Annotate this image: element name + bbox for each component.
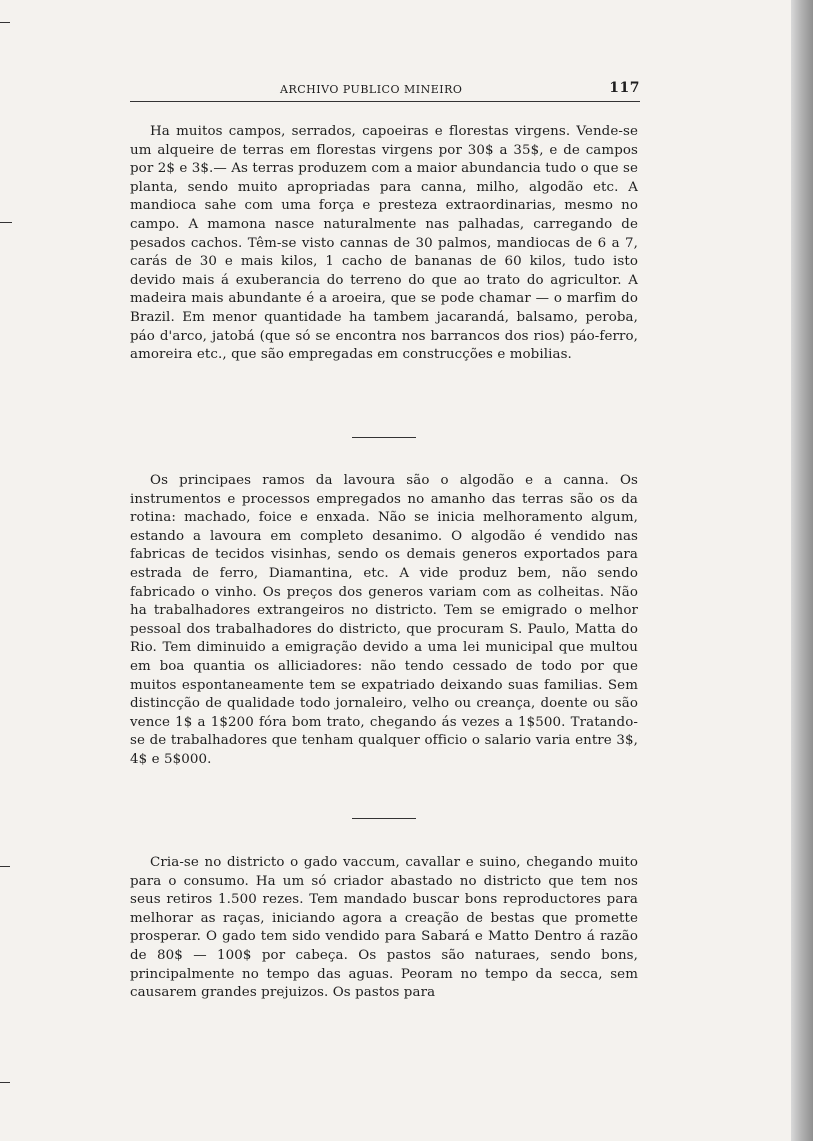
paragraph: Ha muitos campos, serrados, capoeiras e florestas virgens. Vende-se um alqueire de terras em florestas virgens por 30$ a 35$, e de campos por 2$ e 3$.— As terras produzem com a maior abundancia tudo o que se planta, sendo muito apropriadas para canna, milho, algodão etc. A mandioca sahe com uma força e presteza extraordinarias, mesmo no campo. A mamona nasce naturalmente nas palhadas, carregando de pesados cachos. Têm-se visto cannas de 30 palmos, mandiocas de 6 a 7, carás de 30 e mais kilos, 1 cacho de bananas de 60 kilos, tudo isto devido mais á exuberancia do terreno do que ao trato do agricultor. A madeira mais abundante é a aroeira, que se pode chamar — o marfim do Brazil. Em menor quantidade ha tambem jacarandá, balsamo, peroba, páo d'arco, jatobá (que só se encontra nos barrancos dos rios) páo-ferro, amoreira etc., que são empregadas em construcções e mobilias.	[130, 124, 638, 363]
section-divider	[352, 818, 416, 819]
margin-tick-mark	[0, 1082, 10, 1083]
running-head: ARCHIVO PUBLICO MINEIRO	[280, 83, 463, 96]
paragraph: Cria-se no districto o gado vaccum, cavallar e suino, chegando muito para o consumo. Ha um só criador abastado no districto que tem nos seus retiros 1.500 rezes. Tem mandado buscar bons reproductores para melhorar as raças, iniciando agora a creação de bestas que promette prosperar. O gado tem sido vendido para Sabará e Matto Dentro á razão de 80$ — 100$ por cabeça. Os pastos são naturaes, sendo bons, principalmente no tempo das aguas. Peoram no tempo da secca, sem causarem grandes prejuizos. Os pastos para	[130, 855, 638, 1001]
page-edge-shadow	[791, 0, 813, 1141]
paragraph: Os principaes ramos da lavoura são o algodão e a canna. Os instrumentos e processos empregados no amanho das terras são os da rotina: machado, foice e enxada. Não se inicia melhoramento algum, estando a lavoura em completo desanimo. O algodão é vendido nas fabricas de tecidos visinhas, sendo os demais generos exportados para estrada de ferro, Diamantina, etc. A vide produz bem, não sendo fabricado o vinho. Os preços dos generos variam com as colheitas. Não ha trabalhadores extrangeiros no districto. Tem se emigrado o melhor pessoal dos trabalhadores do districto, que procuram S. Paulo, Matta do Rio. Tem diminuido a emigração devido a uma lei municipal que multou em boa quantia os alliciadores: não tendo cessado de todo por que muitos espontaneamente tem se expatriado deixando suas familias. Sem distincção de qualidade todo jornaleiro, velho ou creança, doente ou são vence 1$ a 1$200 fóra bom trato, chegando ás vezes a 1$500. Tratando-se de trabalhadores que tenham qualquer officio o salario varia entre 3$, 4$ e 5$000.	[130, 473, 638, 767]
margin-tick-mark	[0, 22, 10, 23]
header-rule	[130, 101, 640, 102]
margin-tick-mark	[0, 866, 10, 867]
margin-tick-mark	[0, 222, 12, 223]
page-header	[130, 80, 640, 100]
section-divider	[352, 437, 416, 438]
page-number: 117	[609, 80, 640, 96]
